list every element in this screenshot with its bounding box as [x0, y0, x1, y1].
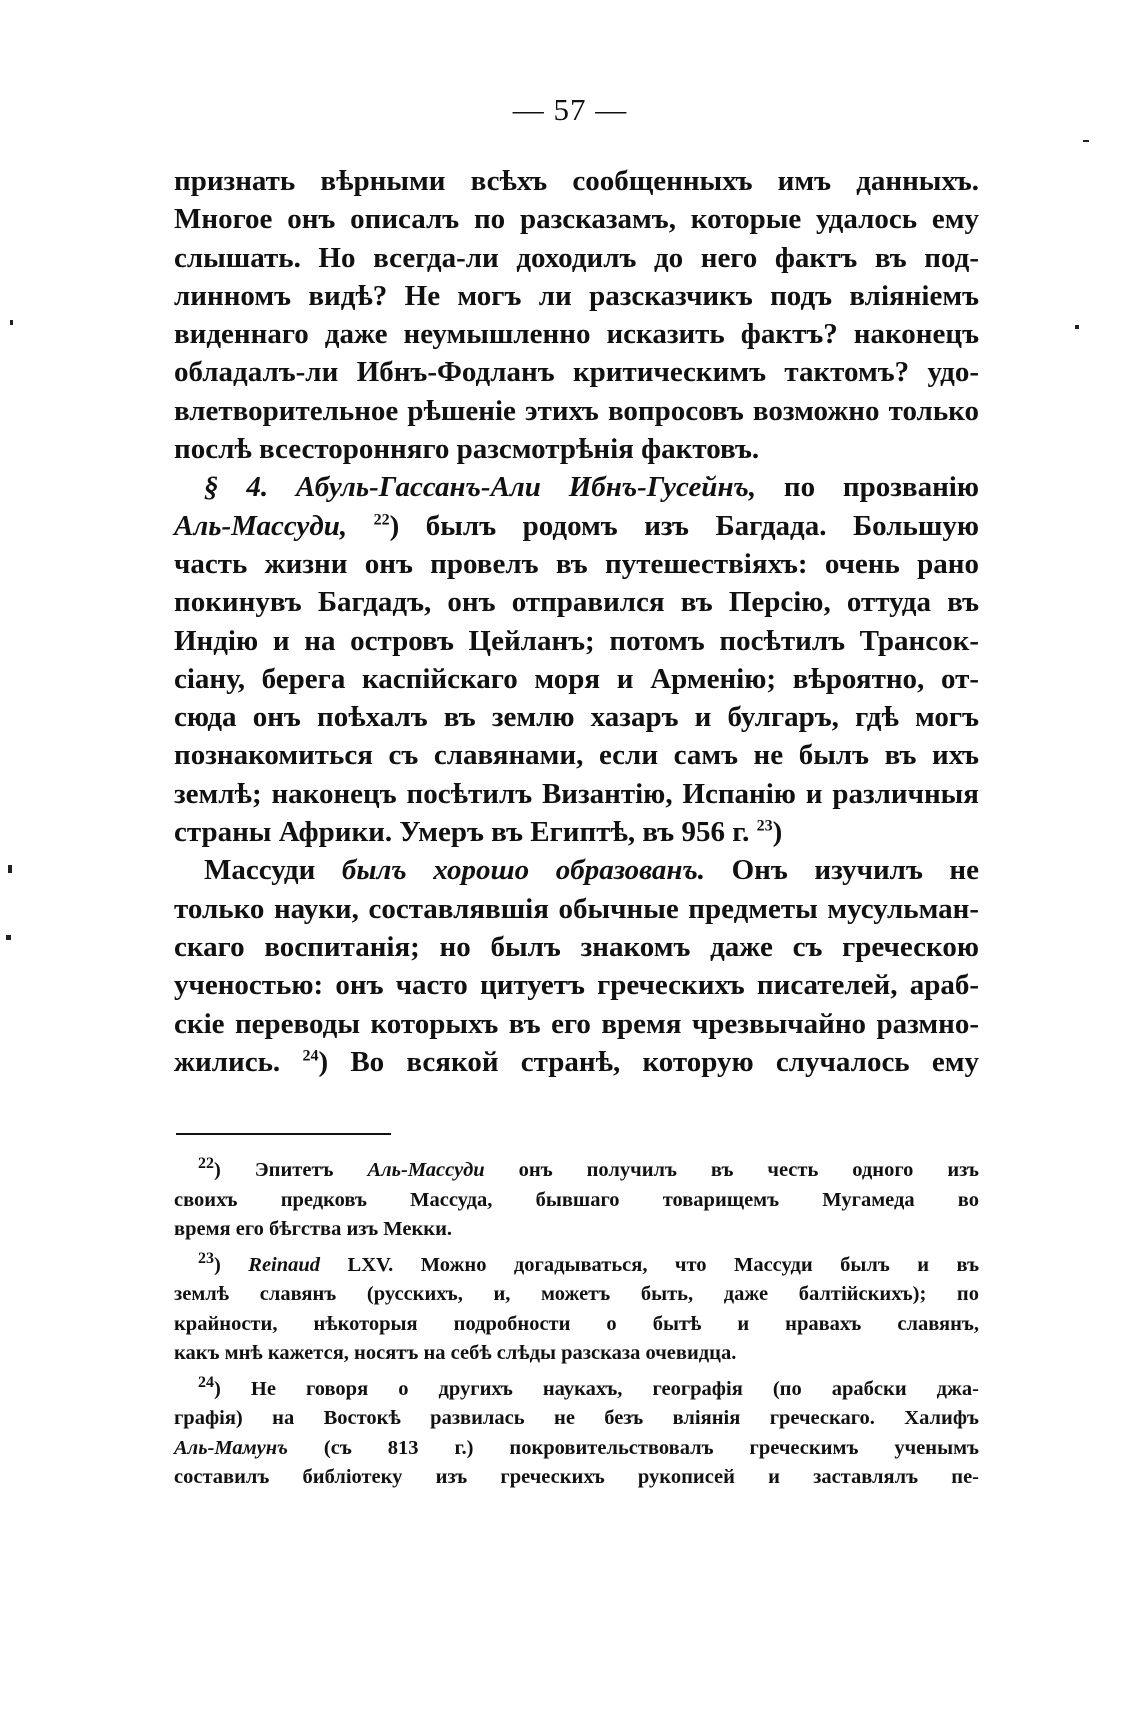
emphasis: былъ [341, 854, 407, 887]
text-fragment: ) [772, 816, 783, 849]
text-line: сюда онъ поѣхалъ въ землю хазаръ и булгаръ, гдѣ могъ [174, 701, 979, 734]
text-fragment: страны Африки. Умеръ въ Египтѣ, въ 956 г. [174, 816, 750, 849]
footnote-ref: 23 [756, 817, 773, 835]
footnote-line [174, 1375, 979, 1405]
text-fragment: ) Не говоря о другихъ наукахъ, географія (по арабски джа- [214, 1377, 979, 1400]
text-line: Индію и на островъ Цейланъ; потомъ посѣтилъ Трансок- [174, 624, 979, 657]
text-fragment: ) былъ родомъ изъ Багдада. Большую [389, 509, 980, 542]
text-fragment: жились. [174, 1045, 281, 1078]
text-line: обладалъ-ли Ибнъ-Фодланъ критическимъ тактомъ? удо- [174, 356, 979, 389]
footnote-ref: 24 [302, 1047, 319, 1065]
footnote-line: своихъ предковъ Массуда, бывшаго товарищемъ Мугамеда во [174, 1188, 979, 1211]
section-sign: § 4. [204, 471, 269, 504]
page-number: — 57 — [512, 92, 628, 127]
emphasis: хорошо образованъ. [433, 854, 706, 887]
text-fragment: LXV. Можно догадываться, что Массуди былъ и въ [347, 1253, 980, 1276]
text-fragment: ) [214, 1253, 221, 1276]
text-line [174, 813, 979, 851]
text-fragment: онъ получилъ въ честь одного изъ [518, 1159, 980, 1181]
main-text [174, 162, 979, 1081]
footnotes [174, 1156, 979, 1493]
text-line: землѣ; наконецъ посѣтилъ Византію, Испанію и различныя [174, 777, 979, 810]
emphasis: Аль-Мамунъ [174, 1436, 288, 1459]
footnote-mark: 24 [198, 1373, 214, 1391]
footnote-line: землѣ славянъ (русскихъ, и, можетъ быть, даже балтійскихъ); по [174, 1283, 979, 1305]
footnote-line: какъ мнѣ кажется, носятъ на себѣ слѣды разсказа очевидца. [174, 1342, 737, 1364]
text-line: скаго воспитанія; но былъ знакомъ даже съ греческою [174, 930, 979, 963]
footnote-mark: 22 [198, 1155, 214, 1173]
footnote-line [174, 1156, 979, 1186]
scan-speck [8, 865, 12, 873]
text-line: ученостью: онъ часто цитуетъ греческихъ писателей, араб- [174, 969, 979, 1002]
text-line: часть жизни онъ провелъ въ путешествіяхъ: очень рано [174, 547, 979, 580]
section-heading-line [174, 468, 979, 506]
text-line: послѣ всесторонняго разсмотрѣнія фактовъ. [174, 433, 760, 466]
text-line: виденнаго даже неумышленно исказить фактъ? наконецъ [174, 318, 979, 351]
footnote-line: крайности, нѣкоторыя подробности о бытѣ и нравахъ славянъ, [174, 1312, 979, 1335]
text-line: скіе переводы которыхъ въ его время чрезвычайно размно- [174, 1007, 979, 1040]
text-line: линномъ видѣ? Не могъ ли разсказчикъ подъ вліяніемъ [174, 279, 979, 312]
text-line: влетворительное рѣшеніе этихъ вопросовъ возможно только [174, 394, 979, 427]
scan-speck [1075, 325, 1079, 329]
text-line [174, 851, 979, 889]
text-fragment: Онъ изучилъ не [731, 854, 980, 887]
emphasis: Аль-Массуди [367, 1159, 485, 1181]
text-fragment: Массуди [204, 854, 316, 887]
footnote-line: составилъ библіотеку изъ греческихъ рукописей и заставлялъ пе- [174, 1466, 979, 1488]
footnote-line: графія) на Востокѣ развилась не безъ вліянія греческаго. Халифъ [174, 1407, 979, 1429]
scan-speck [1083, 140, 1089, 142]
text-fragment: (съ 813 г.) покровительствовалъ греческимъ ученымъ [323, 1436, 980, 1459]
footnote-line [174, 1251, 979, 1281]
text-fragment: ) Эпитетъ [214, 1159, 334, 1181]
text-line: слышать. Но всегда-ли доходилъ до него фактъ въ под- [174, 241, 979, 274]
text-line [174, 1043, 979, 1081]
text-line [174, 507, 979, 545]
emphasis: Reinaud [248, 1253, 321, 1276]
text-line: познакомиться съ славянами, если самъ не былъ въ ихъ [174, 739, 979, 772]
footnote-ref: 22 [373, 511, 390, 529]
scan-speck [6, 935, 11, 940]
text-line: только науки, составлявшія обычные предметы мусульман- [174, 892, 979, 925]
text-fragment: по прозванію [783, 471, 979, 504]
text-line: покинувъ Багдадъ, онъ отправился въ Персію, оттуда въ [174, 586, 979, 619]
author-nickname: Аль-Массуди, [174, 509, 348, 542]
text-line: признать вѣрными всѣхъ сообщенныхъ имъ данныхъ. [174, 165, 979, 197]
footnote-line [174, 1434, 979, 1464]
footnote-divider [176, 1133, 391, 1135]
text-fragment: ) Во всякой странѣ, которую случалось ему [318, 1045, 980, 1078]
footnote-mark: 23 [198, 1249, 214, 1267]
text-line: сіану, берега каспійскаго моря и Арменію; вѣроятно, от- [174, 662, 979, 695]
author-name: Абуль-Гассанъ-Али Ибнъ-Гусейнъ, [295, 471, 757, 504]
text-line: Многое онъ описалъ по разсказамъ, которые удалось ему [174, 203, 979, 236]
footnote-line: время его бѣгства изъ Мекки. [174, 1218, 453, 1240]
scan-speck [10, 320, 13, 325]
